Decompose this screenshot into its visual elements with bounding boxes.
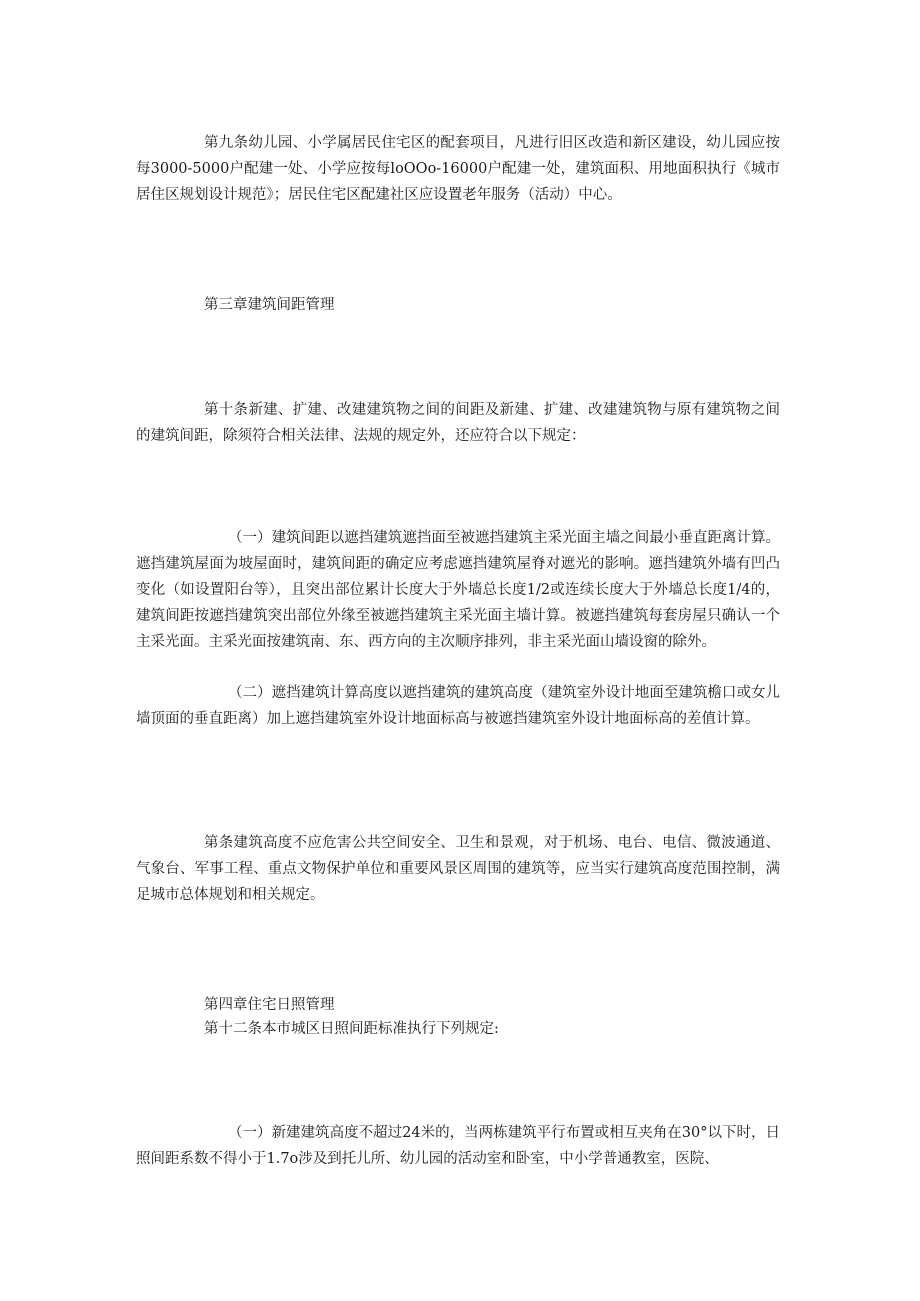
article-11-paragraph: 第条建筑高度不应危害公共空间安全、卫生和景观，对于机场、电台、电信、微波通道、气象台、军事工程、重点文物保护单位和重要风景区周围的建筑等，应当实行建筑高度范围控制，满足城市总体规划和相关规定。 (136, 835, 780, 903)
article-12-paragraph: 第十二条本市城区日照间距标准执行下列规定: (204, 1021, 499, 1037)
chapter-3-heading: 第三章建筑间距管理 (204, 297, 335, 313)
article-12-item-1: （一）新建建筑高度不超过24米的，当两栋建筑平行布置或相互夹角在30°以下时，日照间距系数不得小于1.7o涉及到托儿所、幼儿园的活动室和卧室，中小学普通教室，医院、 (136, 1125, 780, 1167)
chapter-4-heading: 第四章住宅日照管理 (204, 997, 335, 1013)
article-10-paragraph: 第十条新建、扩建、改建建筑物之间的间距及新建、扩建、改建建筑物与原有建筑物之间的建筑间距，除须符合相关法律、法规的规定外，还应符合以下规定： (136, 402, 780, 444)
article-9-paragraph: 第九条幼儿园、小学属居民住宅区的配套项目，凡进行旧区改造和新区建设，幼儿园应按每3000-5000户配建一处、小学应按每loOOo-16000户配建一处，建筑面积、用地面积执行《城市居住区规划设计规范》；居民住宅区配建社区应设置老年服务（活动）中心。 (136, 135, 780, 203)
article-10-item-1: （一）建筑间距以遮挡建筑遮挡面至被遮挡建筑主采光面主墙之间最小垂直距离计算。遮挡建筑屋面为坡屋面时，建筑间距的确定应考虑遮挡建筑屋脊对遮光的影响。遮挡建筑外墙有凹凸变化（如设置阳台等），且突出部位累计长度大于外墙总长度1/2或连续长度大于外墙总长度1/4的，建筑间距按遮挡建筑突出部位外缘至被遮挡建筑主采光面主墙计算。被遮挡建筑每套房屋只确认一个主采光面。主采光面按建筑南、东、西方向的主次顺序排列，非主采光面山墙设窗的除外。 (136, 530, 780, 650)
article-10-item-2: （二）遮挡建筑计算高度以遮挡建筑的建筑高度（建筑室外设计地面至建筑檐口或女儿墙顶面的垂直距离）加上遮挡建筑室外设计地面标高与被遮挡建筑室外设计地面标高的差值计算。 (136, 685, 780, 727)
